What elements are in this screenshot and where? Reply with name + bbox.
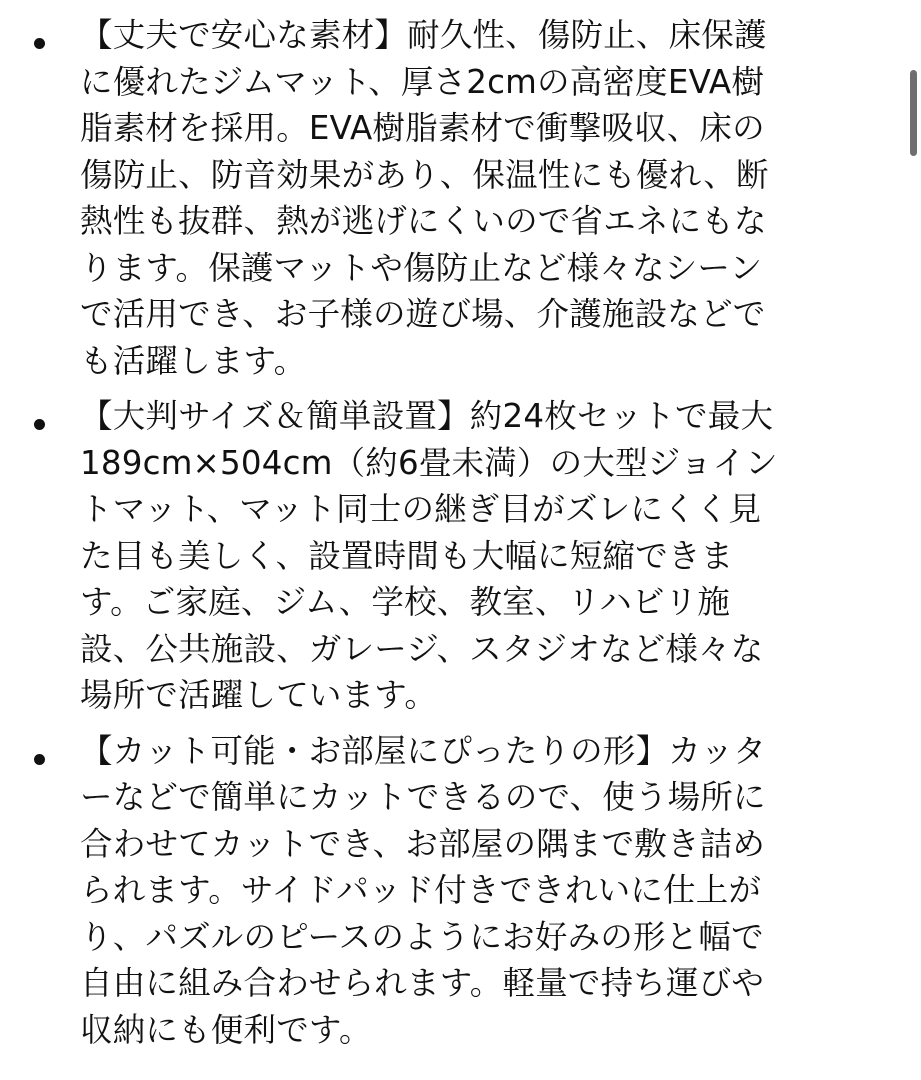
bullet-icon [34,419,45,430]
list-item [0,393,921,719]
scrollbar-thumb[interactable] [910,70,917,156]
list-item [0,0,921,384]
list-item [0,728,921,1054]
bullet-icon [34,754,45,765]
list-item-text: 【大判サイズ＆簡単設置】約24枚セットで最大 189cm×504cm（約6畳未満）の大型ジョイン トマット、マット同士の継ぎ目がズレにくく見 た目も美しく、設置時間も大幅に短縮できま す。ご家庭、ジム、学校、教室、リハビリ施 設、公共施設、ガレージ、スタジオなど様々な 場所で活躍しています。 [80,397,778,714]
list-item-text: 【カット可能・お部屋にぴったりの形】カッタ ーなどで簡単にカットできるので、使う場所に 合わせてカットでき、お部屋の隅まで敷き詰め られます。サイドパッド付きできれいに仕上が り、パズルのピースのようにお好みの形と幅で 自由に組み合わせられます。軽量で持ち運びや 収納にも便利です。 [80,731,767,1049]
list-item-text: 【丈夫で安心な素材】耐久性、傷防止、床保護 に優れたジムマット、厚さ2cmの高密度EVA樹 脂素材を採用。EVA樹脂素材で衝撃吸収、床の 傷防止、防音効果があり、保温性にも優れ、断 熱性も抜群、熱が逃げにくいので省エネにもな ります。保護マットや傷防止など様々なシーン で活用でき、お子様の遊び場、介護施設などで も活躍します。 [80,16,769,380]
bullet-icon [34,38,45,49]
